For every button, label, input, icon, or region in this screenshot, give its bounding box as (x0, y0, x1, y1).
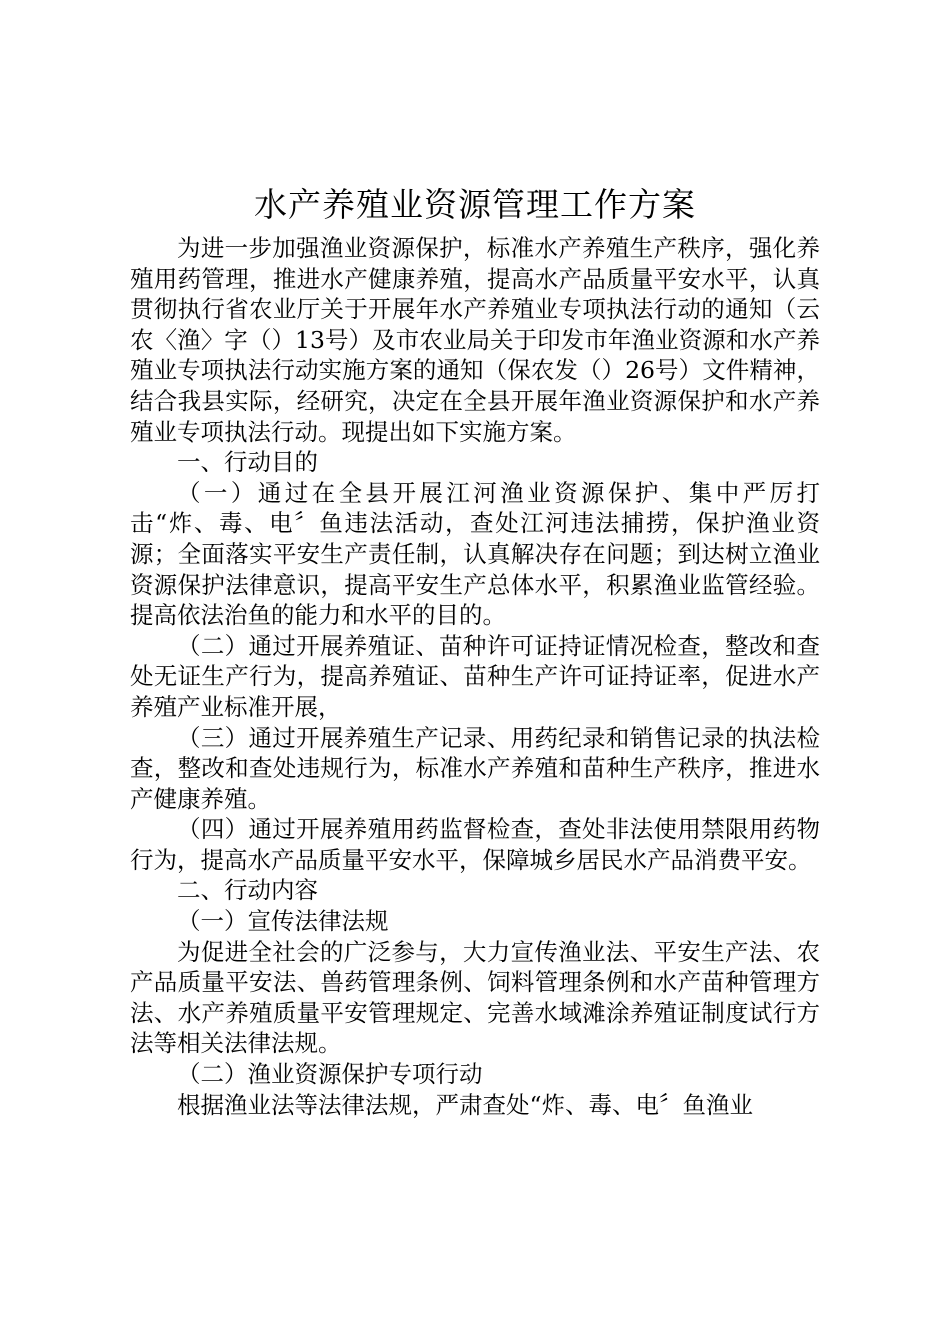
publicity-paragraph: 为促进全社会的广泛参与，大力宣传渔业法、平安生产法、农产品质量平安法、兽药管理条例、饲料管理条例和水产苗种管理方法、水产养殖质量平安管理规定、完善水域滩涂养殖证制度试行方法等相关法律法规。 (130, 937, 820, 1058)
objective-paragraph-2: （二）通过开展养殖证、苗种许可证持证情况检查，整改和查处无证生产行为，提高养殖证、苗种生产许可证持证率，促进水产养殖产业标准开展， (130, 631, 820, 721)
resource-protection-paragraph: 根据渔业法等法律法规，严肃查处“炸、毒、电〞鱼渔业 (177, 1090, 754, 1119)
subsection-heading-resource-protection: （二）渔业资源保护专项行动 (177, 1060, 483, 1089)
objective-paragraph-3: （三）通过开展养殖生产记录、用药纪录和销售记录的执法检查，整改和查处违规行为，标准水产养殖和苗种生产秩序，推进水产健康养殖。 (130, 723, 820, 813)
objective-paragraph-4: （四）通过开展养殖用药监督检查，查处非法使用禁限用药物行为，提高水产品质量平安水平，保障城乡居民水产品消费平安。 (130, 815, 820, 874)
section-heading-objectives: 一、行动目的 (177, 448, 318, 477)
document-title: 水产养殖业资源管理工作方案 (254, 185, 696, 224)
objective-paragraph-1: （一）通过在全县开展江河渔业资源保护、集中严厉打击“炸、毒、电〞鱼违法活动，查处江河违法捕捞，保护渔业资源；全面落实平安生产责任制，认真解决存在问题；到达树立渔业资源保护法律意识，提高平安生产总体水平，积累渔业监管经验。提高依法治鱼的能力和水平的目的。 (130, 478, 820, 630)
subsection-heading-publicity: （一）宣传法律法规 (177, 907, 389, 936)
document-body (130, 233, 820, 1120)
section-heading-content: 二、行动内容 (177, 876, 318, 905)
intro-paragraph: 为进一步加强渔业资源保护，标准水产养殖生产秩序，强化养殖用药管理，推进水产健康养殖，提高水产品质量平安水平，认真贯彻执行省农业厅关于开展年水产养殖业专项执法行动的通知（云农〈渔〉字（）13号）及市农业局关于印发市年渔业资源和水产养殖业专项执法行动实施方案的通知（保农发（）26号）文件精神，结合我县实际，经研究，决定在全县开展年渔业资源保护和水产养殖业专项执法行动。现提出如下实施方案。 (130, 234, 820, 446)
